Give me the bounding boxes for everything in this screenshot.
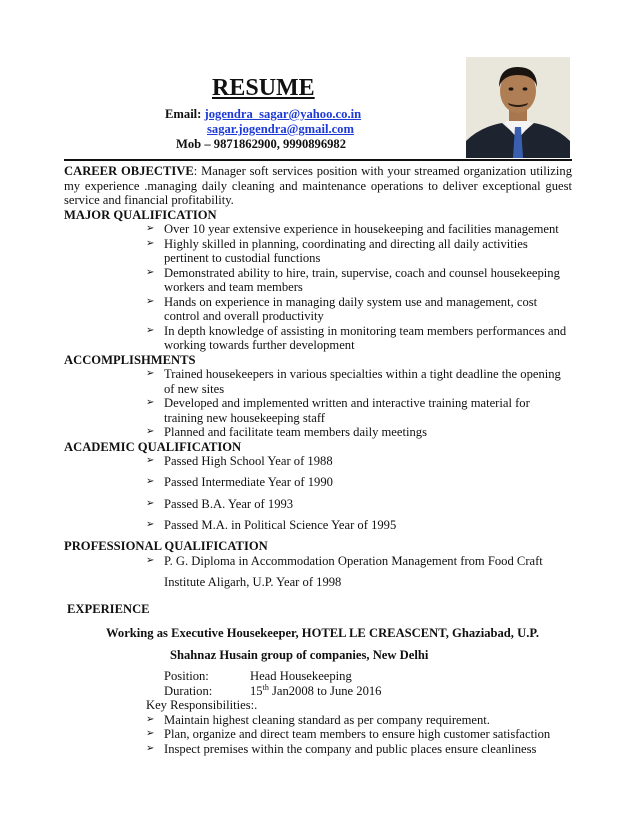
list-item: ➢ Developed and implemented written and interactive training material for training new housekeeping staff [146, 396, 530, 425]
career-objective-text: : Manager soft services position with your streamed organization utilizing my experience .managing daily cleaning and maintenance operations to deliver exceptional guest service and financial profitability. [64, 164, 572, 207]
arrow-bullet-icon: ➢ [146, 713, 155, 725]
arrow-bullet-icon: ➢ [146, 223, 155, 234]
arrow-bullet-icon: ➢ [146, 295, 155, 307]
duration-label: Duration: [164, 683, 213, 698]
arrow-bullet-icon: ➢ [146, 497, 155, 509]
resume-body [64, 164, 572, 756]
email-link-gmail[interactable]: sagar.jogendra@gmail.com [207, 122, 354, 136]
key-responsibilities-label: Key Responsibilities:. [146, 698, 258, 713]
experience-heading: EXPERIENCE [67, 601, 150, 616]
major-qualification-heading: MAJOR QUALIFICATION [64, 207, 217, 222]
key-responsibilities-list [64, 713, 572, 757]
list-item-continuation: Institute Aligarh, U.P. Year of 1998 [164, 575, 342, 590]
email-label: Email: [165, 107, 202, 121]
list-item: ➢ Passed B.A. Year of 1993 [146, 496, 294, 511]
duration-row [64, 684, 572, 699]
arrow-bullet-icon: ➢ [146, 368, 155, 379]
duration-suffix: th [262, 682, 269, 692]
position-value: Head Housekeeping [250, 669, 352, 684]
list-item: ➢ Over 10 year extensive experience in housekeeping and facilities management [146, 222, 559, 236]
arrow-bullet-icon: ➢ [146, 554, 155, 566]
professional-qualification-heading: PROFESSIONAL QUALIFICATION [64, 539, 268, 554]
email-row [165, 107, 361, 122]
resume-title: RESUME [212, 75, 315, 101]
list-item: ➢ Inspect premises within the company and public places ensure cleanliness [146, 741, 537, 756]
position-label: Position: [164, 669, 209, 684]
arrow-bullet-icon: ➢ [146, 237, 155, 249]
mobile-numbers: Mob – 9871862900, 9990896982 [176, 137, 347, 151]
list-item: ➢ Plan, organize and direct team members to ensure high customer satisfaction [146, 727, 551, 742]
list-item: ➢ Highly skilled in planning, coordinating and directing all daily activities pertinent to custodial functions [146, 236, 528, 265]
arrow-bullet-icon: ➢ [146, 455, 155, 466]
list-item: ➢ Passed High School Year of 1988 [146, 454, 333, 468]
person-photo-icon [466, 57, 570, 158]
professional-qualification-list [64, 554, 572, 590]
academic-qualification-heading: ACADEMIC QUALIFICATION [64, 439, 242, 454]
duration-day: 15 [250, 683, 263, 698]
arrow-bullet-icon: ➢ [146, 728, 155, 740]
career-objective [64, 164, 572, 208]
arrow-bullet-icon: ➢ [146, 397, 155, 408]
header-divider [64, 159, 572, 161]
arrow-bullet-icon: ➢ [146, 742, 155, 754]
career-objective-heading: CAREER OBJECTIVE [64, 164, 194, 178]
arrow-bullet-icon: ➢ [146, 476, 155, 488]
position-row [64, 669, 572, 684]
list-item: ➢ Hands on experience in managing daily system use and management, cost control and overall productivity [146, 294, 538, 323]
list-item: ➢ Demonstrated ability to hire, train, supervise, coach and counsel housekeeping workers and team members [146, 265, 560, 294]
list-item: ➢ P. G. Diploma in Accommodation Operation Management from Food Craft [146, 553, 543, 568]
academic-qualification-list [64, 454, 572, 532]
resume-header [0, 0, 638, 160]
arrow-bullet-icon: ➢ [146, 518, 155, 530]
list-item: ➢ In depth knowledge of assisting in monitoring team members performances and working towards further development [146, 323, 567, 352]
duration-range: Jan2008 to June 2016 [268, 683, 382, 698]
list-item: ➢ Passed M.A. in Political Science Year of 1995 [146, 517, 397, 532]
experience-company: Shahnaz Husain group of companies, New Delhi [170, 647, 429, 662]
accomplishments-list [64, 367, 572, 440]
list-item: ➢ Maintain highest cleaning standard as per company requirement. [146, 712, 490, 727]
email-link-yahoo[interactable]: jogendra_sagar@yahoo.co.in [204, 107, 362, 121]
arrow-bullet-icon: ➢ [146, 266, 155, 278]
list-item: ➢ Planned and facilitate team members daily meetings [146, 425, 427, 439]
list-item: ➢ Trained housekeepers in various specialties within a tight deadline the opening of new sites [146, 367, 561, 396]
list-item: ➢ Passed Intermediate Year of 1990 [146, 475, 333, 490]
arrow-bullet-icon: ➢ [146, 324, 155, 336]
experience-title: Working as Executive Housekeeper, HOTEL LE CREASCENT, Ghaziabad, U.P. [106, 626, 540, 641]
arrow-bullet-icon: ➢ [146, 426, 155, 437]
major-qualification-list [64, 222, 572, 353]
accomplishments-heading: ACCOMPLISHMENTS [64, 352, 196, 367]
